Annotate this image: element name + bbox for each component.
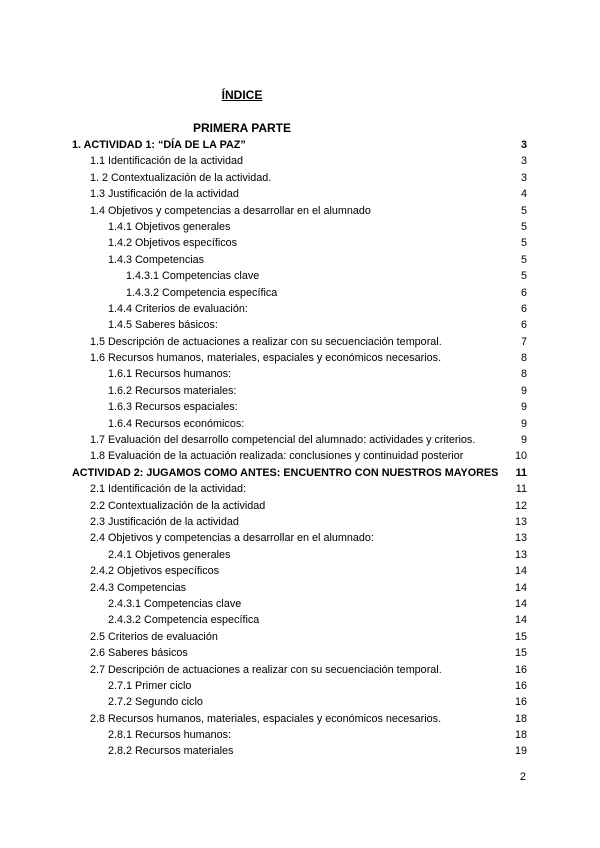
- toc-entry-page: 3: [520, 155, 527, 168]
- toc-entry-page: 16: [514, 663, 527, 676]
- toc-entry-title: 2.8 Recursos humanos, materiales, espaciales y económicos necesarios.: [90, 712, 442, 725]
- toc-entry-title: 1.8 Evaluación de la actuación realizada: conclusiones y continuidad posterior: [90, 450, 464, 463]
- toc-entry[interactable]: [72, 711, 527, 727]
- toc-entry-title: 2.7.1 Primer ciclo: [108, 679, 192, 692]
- toc-entry[interactable]: [72, 268, 527, 284]
- toc-entry[interactable]: [72, 235, 527, 251]
- toc-entry-title: 1.6 Recursos humanos, materiales, espaciales y económicos necesarios.: [90, 352, 442, 365]
- toc-entry-title: 2.5 Criterios de evaluación: [90, 630, 218, 643]
- toc-entry-title: 1.6.4 Recursos económicos:: [108, 417, 245, 430]
- toc-entry[interactable]: [72, 153, 527, 169]
- toc-entry-page: 11: [515, 483, 527, 496]
- toc-entry-page: 6: [520, 286, 527, 299]
- toc-entry-page: 4: [520, 188, 527, 201]
- toc-entry-page: 5: [520, 237, 527, 250]
- toc-entry-title: 1.1 Identificación de la actividad: [90, 155, 244, 168]
- toc-entry-title: 2.4.2 Objetivos específicos: [90, 565, 220, 578]
- page-number: 2: [519, 771, 526, 783]
- toc-entry[interactable]: [72, 481, 527, 497]
- toc-entry[interactable]: [72, 727, 527, 743]
- toc-entry[interactable]: [72, 580, 527, 596]
- toc-entry[interactable]: [72, 629, 527, 645]
- toc-entry[interactable]: [72, 596, 527, 612]
- part-heading: PRIMERA PARTE: [192, 121, 291, 135]
- toc-entry[interactable]: [72, 678, 527, 694]
- toc-entry-page: 14: [514, 597, 527, 610]
- toc-entry-title: 1.7 Evaluación del desarrollo competencial del alumnado: actividades y criterios.: [90, 434, 476, 447]
- toc-entry-page: 15: [514, 647, 527, 660]
- toc-entry[interactable]: [72, 432, 527, 448]
- toc-entry-page: 3: [520, 139, 527, 151]
- table-of-contents: [72, 137, 527, 760]
- toc-entry-page: 9: [520, 384, 527, 397]
- toc-entry-title: 2.4.3.2 Competencia específica: [108, 614, 260, 627]
- toc-entry-page: 14: [514, 614, 527, 627]
- toc-entry[interactable]: [72, 219, 527, 235]
- toc-entry-page: 9: [520, 417, 527, 430]
- toc-entry[interactable]: [72, 350, 527, 366]
- toc-entry[interactable]: [72, 383, 527, 399]
- toc-entry-page: 11: [515, 466, 527, 479]
- toc-entry-title: 1.3 Justificación de la actividad: [90, 188, 239, 201]
- toc-entry[interactable]: [72, 694, 527, 710]
- toc-entry-page: 9: [520, 434, 527, 447]
- toc-entry[interactable]: [72, 334, 527, 350]
- toc-entry[interactable]: [72, 137, 527, 153]
- toc-entry-page: 5: [520, 204, 527, 217]
- toc-entry[interactable]: [72, 416, 527, 432]
- toc-entry-page: 13: [514, 532, 527, 545]
- toc-entry-title: 1.4.5 Saberes básicos:: [108, 319, 218, 332]
- toc-entry-title: 2.3 Justificación de la actividad: [90, 515, 239, 528]
- toc-entry-title: 2.1 Identificación de la actividad:: [90, 483, 247, 496]
- toc-entry-page: 15: [514, 630, 527, 643]
- toc-entry-title: 1.4.3.1 Competencias clave: [126, 270, 260, 283]
- toc-entry[interactable]: [72, 448, 527, 464]
- toc-entry[interactable]: [72, 662, 527, 678]
- toc-entry-page: 5: [520, 220, 527, 233]
- toc-entry-page: 8: [520, 368, 527, 381]
- toc-entry[interactable]: [72, 645, 527, 661]
- toc-entry-page: 8: [520, 352, 527, 365]
- toc-entry[interactable]: [72, 498, 527, 514]
- toc-entry-title: 2.7.2 Segundo ciclo: [108, 696, 203, 709]
- toc-entry[interactable]: [72, 465, 527, 481]
- toc-entry-title: 2.8.1 Recursos humanos:: [108, 729, 232, 742]
- toc-entry-page: 14: [514, 581, 527, 594]
- toc-entry-page: 18: [514, 729, 527, 742]
- toc-entry-title: 2.4.1 Objetivos generales: [108, 548, 231, 561]
- toc-entry-title: 1.4.1 Objetivos generales: [108, 220, 231, 233]
- toc-entry[interactable]: [72, 203, 527, 219]
- toc-entry-page: 9: [520, 401, 527, 414]
- toc-entry-title: 2.4 Objetivos y competencias a desarrollar en el alumnado:: [90, 532, 374, 545]
- toc-entry-page: 13: [514, 515, 527, 528]
- toc-entry-page: 7: [520, 335, 527, 348]
- toc-entry-title: 1.4.3.2 Competencia específica: [126, 286, 278, 299]
- toc-entry-title: 1. 2 Contextualización de la actividad.: [90, 171, 272, 184]
- toc-entry[interactable]: [72, 399, 527, 415]
- toc-entry-page: 10: [514, 450, 527, 463]
- toc-entry-title: 1.4.2 Objetivos específicos: [108, 237, 238, 250]
- toc-entry-page: 13: [514, 548, 527, 561]
- toc-entry[interactable]: [72, 563, 527, 579]
- toc-entry[interactable]: [72, 186, 527, 202]
- toc-entry-page: 16: [514, 696, 527, 709]
- toc-entry[interactable]: [72, 285, 527, 301]
- toc-entry[interactable]: [72, 301, 527, 317]
- toc-entry[interactable]: [72, 743, 527, 759]
- toc-entry-title: 2.4.3.1 Competencias clave: [108, 597, 242, 610]
- toc-entry-title: 2.4.3 Competencias: [90, 581, 187, 594]
- toc-entry-title: 2.8.2 Recursos materiales: [108, 745, 234, 758]
- toc-entry-page: 19: [514, 745, 527, 758]
- toc-entry-page: 3: [520, 171, 527, 184]
- toc-entry-page: 5: [520, 270, 527, 283]
- toc-entry-title: 1.4.3 Competencias: [108, 253, 205, 266]
- toc-entry-title: 2.6 Saberes básicos: [90, 647, 188, 660]
- toc-entry[interactable]: [72, 530, 527, 546]
- toc-entry-title: 1.6.3 Recursos espaciales:: [108, 401, 238, 414]
- toc-entry-title: 2.2 Contextualización de la actividad: [90, 499, 266, 512]
- toc-entry-page: 6: [520, 302, 527, 315]
- toc-entry[interactable]: [72, 612, 527, 628]
- toc-entry-page: 5: [520, 253, 527, 266]
- toc-entry-page: 14: [514, 565, 527, 578]
- toc-entry-title: 1.4 Objetivos y competencias a desarrollar en el alumnado: [90, 204, 371, 217]
- toc-entry-title: 1.5 Descripción de actuaciones a realizar con su secuenciación temporal.: [90, 335, 442, 348]
- toc-entry[interactable]: [72, 252, 527, 268]
- toc-entry[interactable]: [72, 170, 527, 186]
- toc-entry-title: 1.6.1 Recursos humanos:: [108, 368, 232, 381]
- toc-entry[interactable]: [72, 317, 527, 333]
- toc-entry-page: 6: [520, 319, 527, 332]
- toc-entry[interactable]: [72, 366, 527, 382]
- toc-entry-page: 18: [514, 712, 527, 725]
- toc-entry-title: 1.6.2 Recursos materiales:: [108, 384, 237, 397]
- toc-entry-page: 12: [514, 499, 527, 512]
- toc-entry-title: 1.4.4 Criterios de evaluación:: [108, 302, 248, 315]
- toc-entry[interactable]: [72, 514, 527, 530]
- toc-entry[interactable]: [72, 547, 527, 563]
- toc-entry-title: 2.7 Descripción de actuaciones a realizar con su secuenciación temporal.: [90, 663, 442, 676]
- toc-entry-page: 16: [514, 679, 527, 692]
- toc-entry-title: ACTIVIDAD 2: JUGAMOS COMO ANTES: ENCUENTRO CON NUESTROS MAYORES: [72, 466, 499, 479]
- toc-entry-title: 1. ACTIVIDAD 1: “DÍA DE LA PAZ”: [72, 139, 246, 151]
- index-title: ÍNDICE: [221, 88, 263, 102]
